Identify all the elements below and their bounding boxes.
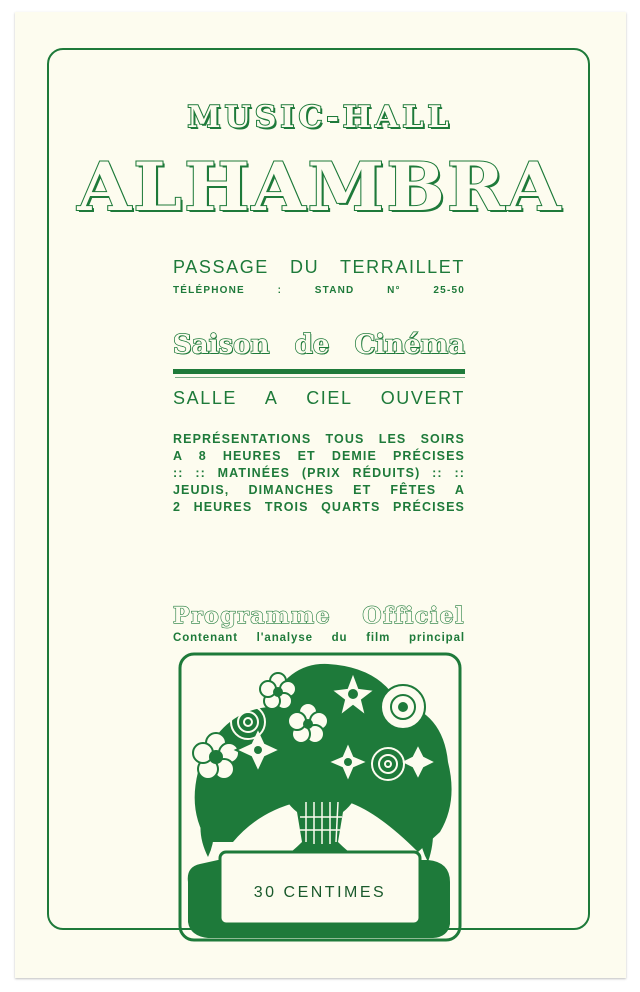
venue-subtitle: MUSIC-HALL — [187, 100, 453, 135]
venue-title: ALHAMBRA — [77, 148, 563, 226]
schedule-line: JEUDIS, DIMANCHES ET FÊTES A — [173, 483, 465, 497]
price-label: 30 CENTIMES — [253, 884, 387, 901]
address-phone: TÉLÉPHONE : STAND N° 25-50 — [173, 285, 465, 296]
schedule-line: REPRÉSENTATIONS TOUS LES SOIRS — [173, 432, 465, 446]
programme-subtitle: Contenant l'analyse du film principal — [173, 632, 465, 644]
season-title: Saison de Cinéma — [173, 330, 465, 360]
season-venue: SALLE A CIEL OUVERT — [173, 388, 465, 408]
schedule-line: A 8 HEURES ET DEMIE PRÉCISES — [173, 449, 465, 463]
schedule-block — [173, 431, 465, 516]
programme-title: Programme Officiel — [173, 603, 465, 629]
schedule-line: :: :: MATINÉES (PRIX RÉDUITS) :: :: — [173, 466, 465, 480]
divider-thin — [175, 377, 465, 378]
schedule-line: 2 HEURES TROIS QUARTS PRÉCISES — [173, 500, 465, 514]
divider-thick — [173, 369, 465, 374]
address-street: PASSAGE DU TERRAILLET — [173, 257, 465, 277]
